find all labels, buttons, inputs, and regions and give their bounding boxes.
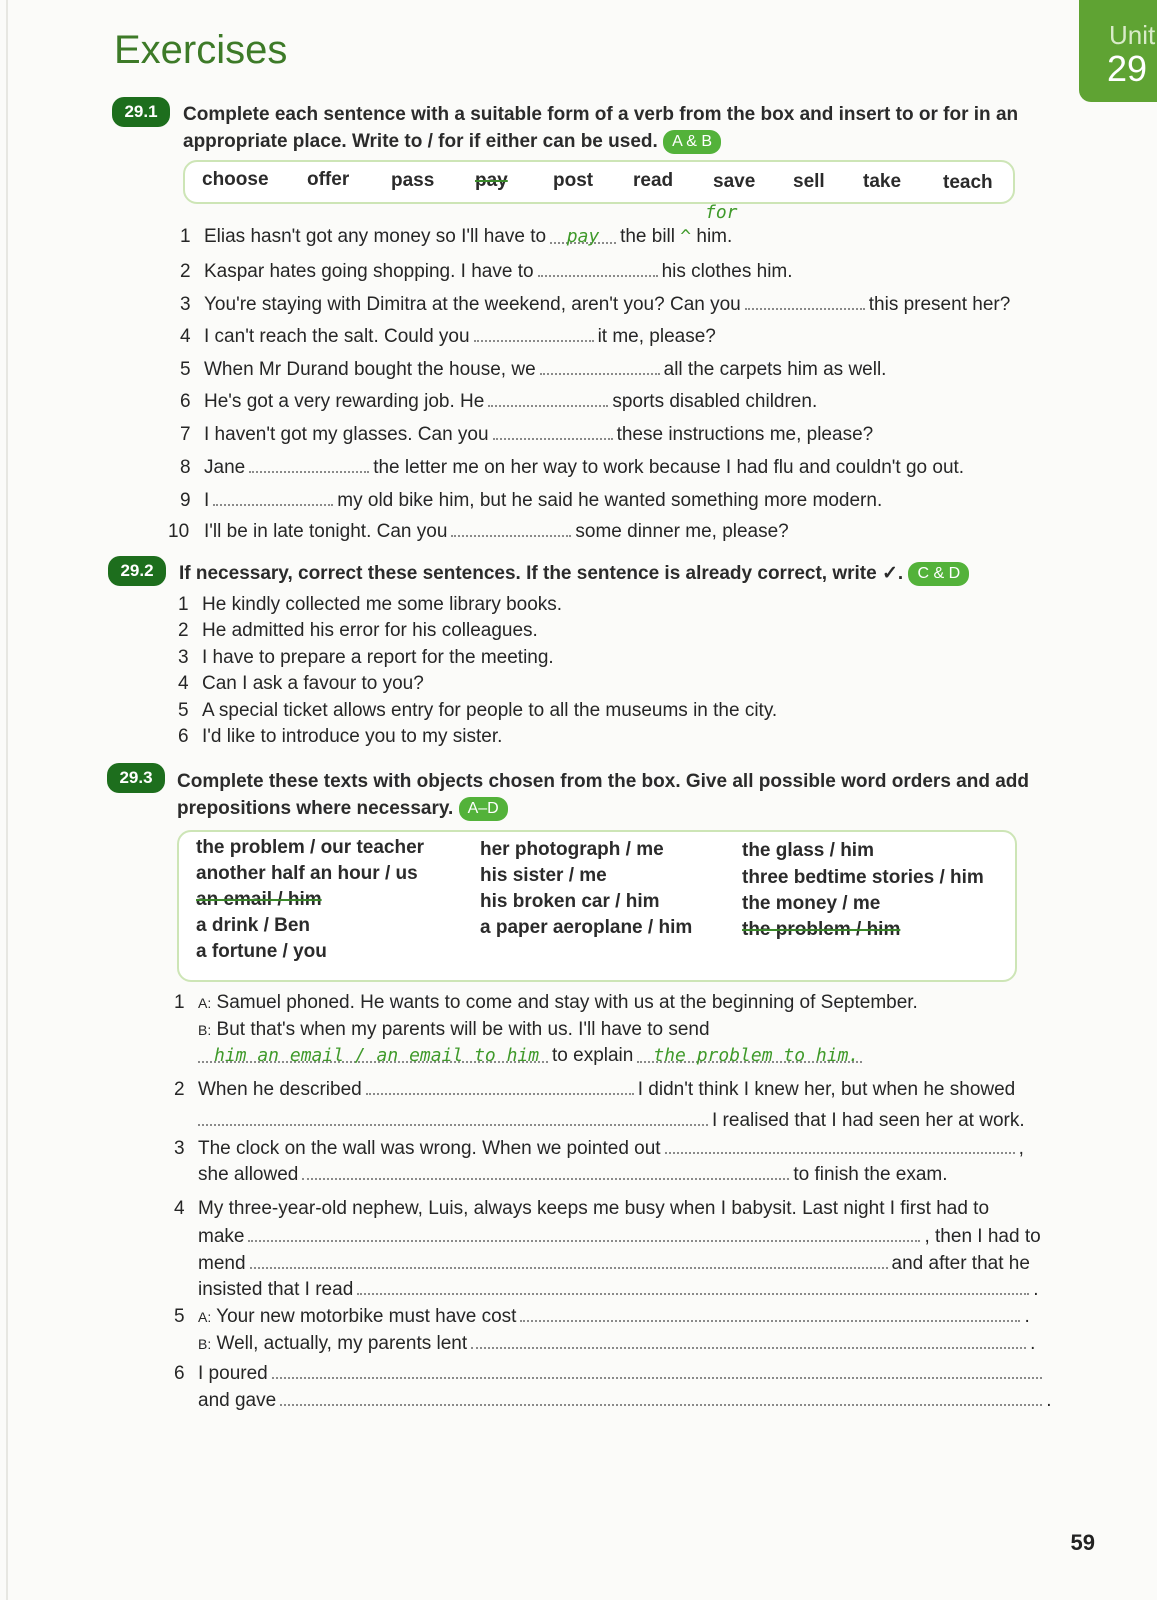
handwritten-insert: for <box>705 202 738 223</box>
object-option-used: the problem / him <box>742 919 901 940</box>
page-number: 59 <box>1070 1530 1095 1555</box>
text-item: 5 A: Your new motorbike must have cost . <box>174 1302 1030 1330</box>
answer-blank[interactable] <box>451 517 571 537</box>
exercise-item: 4 Can I ask a favour to you? <box>178 673 424 694</box>
object-option: the glass / him <box>742 840 874 861</box>
exercise-item: 3 I have to prepare a report for the meeting. <box>178 647 554 668</box>
verb-word: post <box>553 170 594 191</box>
section-tag: A & B <box>663 130 721 154</box>
text-item-line: I realised that I had seen her at work. <box>198 1106 1025 1134</box>
verb-word: offer <box>307 169 350 190</box>
answer-blank[interactable] <box>488 387 608 407</box>
object-option: the problem / our teacher <box>196 837 425 858</box>
answer-blank[interactable] <box>538 257 658 277</box>
answer-blank[interactable] <box>213 486 333 506</box>
text-item: 4 My three-year-old nephew, Luis, always keeps me busy when I babysit. Last night I first had to <box>174 1198 990 1219</box>
verb-word: sell <box>793 171 825 192</box>
text-item: 6 I poured <box>174 1359 1046 1387</box>
object-option: three bedtime stories / him <box>742 867 984 888</box>
answer-blank[interactable] <box>280 1386 1042 1406</box>
exercise-item: 2 He admitted his error for his colleagues. <box>178 620 538 641</box>
answer-blank[interactable] <box>302 1160 789 1180</box>
exercise-item: 10 I'll be in late tonight. Can you some dinner me, please? <box>168 517 789 545</box>
answer-blank[interactable] <box>474 322 594 342</box>
exercise-item: 6 I'd like to introduce you to my sister. <box>178 726 503 747</box>
object-option: her photograph / me <box>480 839 664 860</box>
exercise-item: 8 Jane the letter me on her way to work because I had flu and couldn't go out. <box>180 453 964 481</box>
exercise-item: 1 He kindly collected me some library books. <box>178 594 563 615</box>
answer-blank[interactable] <box>272 1359 1042 1379</box>
answer-blank[interactable] <box>745 290 865 310</box>
answer-blank[interactable] <box>249 453 369 473</box>
text-item-line: and gave . <box>198 1386 1051 1414</box>
answer-blank[interactable] <box>198 1106 708 1126</box>
exercise-29-2-instruction: If necessary, correct these sentences. If the sentence is already correct, write ✓. C & D <box>179 560 1079 587</box>
exercise-item: 3 You're staying with Dimitra at the weekend, aren't you? Can you this present her? <box>180 290 1010 318</box>
exercise-badge-29-2: 29.2 <box>108 556 166 586</box>
text-item-line: make , then I had to <box>198 1222 1041 1250</box>
unit-number: 29 <box>1107 48 1148 89</box>
object-option: a drink / Ben <box>196 915 311 936</box>
text-item: 3 The clock on the wall was wrong. When we pointed out , <box>174 1134 1024 1162</box>
answer-blank[interactable] <box>665 1134 1015 1154</box>
verb-word-used: pay <box>475 170 508 191</box>
answer-blank[interactable] <box>357 1275 1029 1295</box>
answer-blank[interactable] <box>471 1329 1026 1349</box>
handwritten-answer: pay <box>566 226 600 247</box>
page-edge <box>6 0 8 1600</box>
section-tag: A–D <box>459 797 508 821</box>
verb-box <box>183 160 1015 204</box>
exercise-badge-29-1: 29.1 <box>112 97 170 127</box>
text-item: 1 A: Samuel phoned. He wants to come and stay with us at the beginning of September. <box>174 992 918 1013</box>
answer-blank[interactable] <box>520 1302 1020 1322</box>
object-option: a fortune / you <box>196 941 327 962</box>
exercise-item: 5 When Mr Durand bought the house, we all the carpets him as well. <box>180 355 886 383</box>
verb-word: take <box>863 171 902 192</box>
handwritten-answer: him an email / an email to him <box>214 1045 540 1066</box>
text-item-line: mend and after that he <box>198 1249 1030 1277</box>
object-option: his broken car / him <box>480 891 660 912</box>
text-item: 2 When he described I didn't think I knew her, but when he showed <box>174 1075 1015 1103</box>
text-item-line: insisted that I read . <box>198 1275 1039 1303</box>
unit-label: Unit <box>1109 20 1156 50</box>
exercise-item: 5 A special ticket allows entry for people to all the museums in the city. <box>178 700 778 721</box>
object-option: his sister / me <box>480 865 607 886</box>
object-option: another half an hour / us <box>196 863 418 884</box>
exercise-item: 4 I can't reach the salt. Could you it me, please? <box>180 322 716 350</box>
exercise-item: 2 Kaspar hates going shopping. I have to his clothes him. <box>180 257 793 285</box>
answer-blank[interactable] <box>248 1222 920 1242</box>
verb-word: save <box>713 171 756 192</box>
object-option: the money / me <box>742 893 881 914</box>
object-option-used: an email / him <box>196 889 322 910</box>
handwritten-answer: the problem to him. <box>653 1045 860 1066</box>
text-item-line: B: But that's when my parents will be with us. I'll have to send <box>198 1019 710 1040</box>
answer-blank[interactable] <box>540 355 660 375</box>
exercise-item: 7 I haven't got my glasses. Can you these instructions me, please? <box>180 420 873 448</box>
exercise-29-3-instruction: Complete these texts with objects chosen from the box. Give all possible word orders and add prepositions where necessary. A–D <box>177 771 1030 819</box>
page-title: Exercises <box>114 28 288 72</box>
answer-blank[interactable] <box>493 420 613 440</box>
answer-blank[interactable] <box>250 1249 888 1269</box>
exercise-item: 9 I my old bike him, but he said he wanted something more modern. <box>180 486 882 514</box>
exercise-item: 1 Elias hasn't got any money so I'll have to pay the bill ^ him. <box>180 226 733 247</box>
exercise-29-1-instruction: Complete each sentence with a suitable form of a verb from the box and insert to or for in an appropriate place. Write to / for if either can be used. A & B <box>183 104 1019 152</box>
answer-blank[interactable] <box>366 1075 634 1095</box>
object-option: a paper aeroplane / him <box>480 917 693 938</box>
unit-tab <box>1079 0 1157 102</box>
section-tag: C & D <box>908 562 969 586</box>
exercise-badge-29-3: 29.3 <box>107 763 165 793</box>
caret-mark: ^ <box>680 226 692 247</box>
verb-word: read <box>633 170 674 191</box>
objects-box <box>177 830 1017 982</box>
verb-word: choose <box>202 169 269 190</box>
text-item-line: him an email / an email to him to explain the problem to him. <box>198 1043 866 1069</box>
text-item-line: she allowed to finish the exam. <box>198 1160 948 1188</box>
text-item-line: B: Well, actually, my parents lent . <box>198 1329 1035 1357</box>
verb-word: teach <box>943 172 993 193</box>
verb-word: pass <box>391 170 435 191</box>
exercise-item: 6 He's got a very rewarding job. He sports disabled children. <box>180 387 817 415</box>
